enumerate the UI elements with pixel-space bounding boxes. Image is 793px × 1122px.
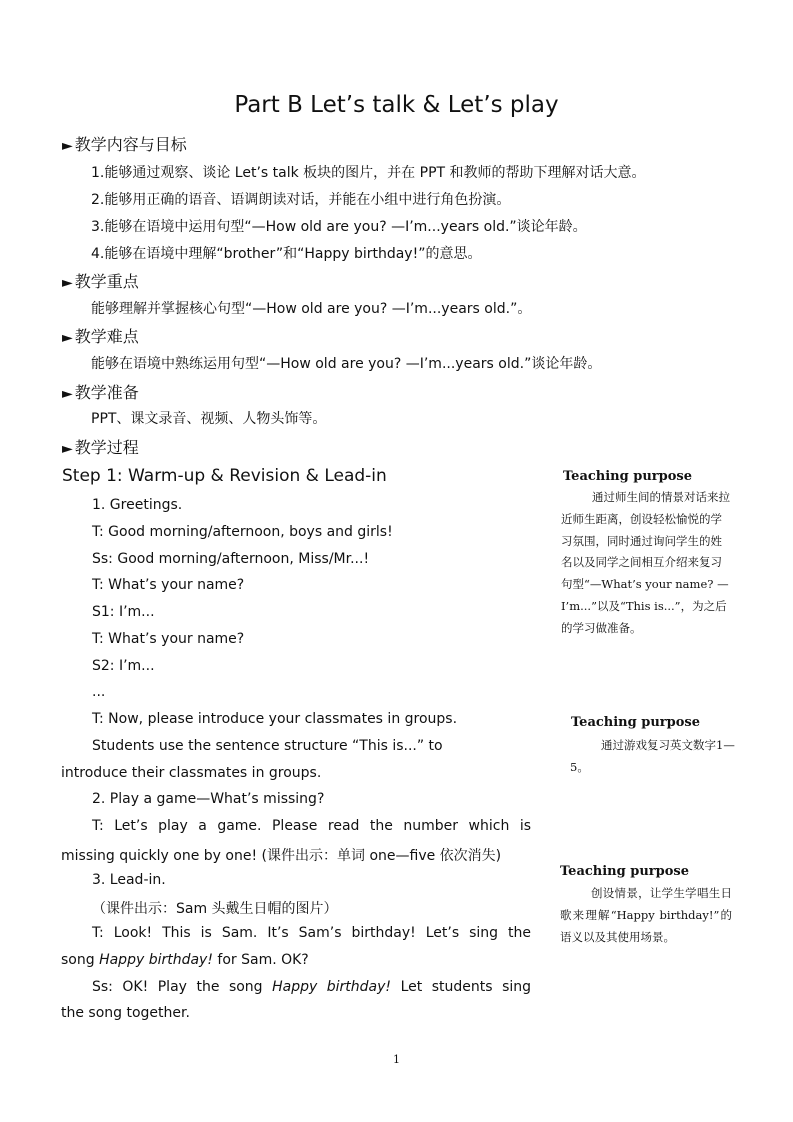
sidebar-note-title: Teaching purpose — [560, 864, 689, 879]
section-heading-preparation: ► 教学准备 — [62, 383, 139, 402]
procedure-line: 3. Lead-in. — [92, 872, 166, 888]
procedure-line: （课件出示：Sam 头戴生日帽的图片） — [92, 901, 338, 917]
section-heading-process: ► 教学过程 — [62, 438, 139, 457]
procedure-line: the song together. — [61, 1005, 190, 1021]
sidebar-note-title: Teaching purpose — [571, 715, 700, 730]
procedure-line: S1: I’m... — [92, 604, 155, 620]
procedure-line: song Happy birthday! for Sam. OK? — [61, 952, 309, 968]
procedure-line: Students use the sentence structure “This is...” to — [92, 738, 443, 754]
key-points-text: 能够理解并掌握核心句型“—How old are you? —I’m...years old.”。 — [91, 301, 532, 317]
difficult-points-text: 能够在语境中熟练运用句型“—How old are you? —I’m...years old.”谈论年龄。 — [91, 356, 602, 372]
procedure-line: T: Look! This is Sam. It’s Sam’s birthday! Let’s sing the — [92, 925, 531, 941]
procedure-line: missing quickly one by one! (课件出示：单词 one—five 依次消失) — [61, 848, 502, 864]
triangle-bullet-icon: ► — [62, 138, 73, 154]
step-title: Step 1: Warm-up & Revision & Lead-in — [62, 466, 387, 486]
procedure-line: T: Now, please introduce your classmates in groups. — [92, 711, 458, 727]
procedure-line: T: Let’s play a game. Please read the number which is — [92, 818, 531, 834]
triangle-bullet-icon: ► — [62, 330, 73, 346]
procedure-line: T: What’s your name? — [92, 577, 245, 593]
objective-item: 2.能够用正确的语音、语调朗读对话，并能在小组中进行角色扮演。 — [91, 192, 511, 208]
objective-item: 4.能够在语境中理解“brother”和“Happy birthday!”的意思。 — [91, 246, 482, 262]
procedure-line: introduce their classmates in groups. — [61, 765, 322, 781]
procedure-line: S2: I’m... — [92, 658, 155, 674]
page-number: 1 — [393, 1053, 400, 1066]
song-title: Happy birthday! — [99, 952, 213, 968]
triangle-bullet-icon: ► — [62, 441, 73, 457]
procedure-line: T: What’s your name? — [92, 631, 245, 647]
procedure-line: 1. Greetings. — [92, 497, 183, 513]
preparation-text: PPT、课文录音、视频、人物头饰等。 — [91, 411, 327, 427]
procedure-line: Ss: Good morning/afternoon, Miss/Mr...! — [92, 551, 370, 567]
page-title: Part B Let’s talk & Let’s play — [234, 92, 559, 118]
sidebar-note-title: Teaching purpose — [563, 469, 692, 484]
procedure-line: T: Good morning/afternoon, boys and girls! — [92, 524, 393, 540]
section-heading-key-points: ► 教学重点 — [62, 272, 139, 291]
sidebar-note-text: 通过师生间的情景对话来拉近师生距离，创设轻松愉悦的学习氛围，同时通过询问学生的姓名以及同学之间相互介绍来复习句型“—What’s your name? —I’m...”以及“This is...”，为之后的学习做准备。 — [561, 490, 730, 635]
objective-item: 3.能够在语境中运用句型“—How old are you? —I’m...years old.”谈论年龄。 — [91, 219, 587, 235]
sidebar-note-text: 创设情景，让学生学唱生日歌来理解“Happy birthday!”的语义以及其使用场景。 — [560, 886, 732, 944]
triangle-bullet-icon: ► — [62, 386, 73, 402]
sidebar-note-text: 通过游戏复习英文数字1—5。 — [570, 738, 735, 774]
procedure-line: Ss: OK! Play the song Happy birthday! Let students sing — [92, 979, 532, 995]
section-heading-difficult-points: ► 教学难点 — [62, 327, 139, 346]
triangle-bullet-icon: ► — [62, 275, 73, 291]
procedure-line: 2. Play a game—What’s missing? — [92, 791, 325, 807]
objective-item: 1.能够通过观察、谈论 Let’s talk 板块的图片，并在 PPT 和教师的帮助下理解对话大意。 — [91, 165, 646, 181]
procedure-line: ... — [92, 684, 106, 700]
song-title: Happy birthday! — [272, 979, 392, 995]
section-heading-objectives: ► 教学内容与目标 — [62, 135, 187, 154]
